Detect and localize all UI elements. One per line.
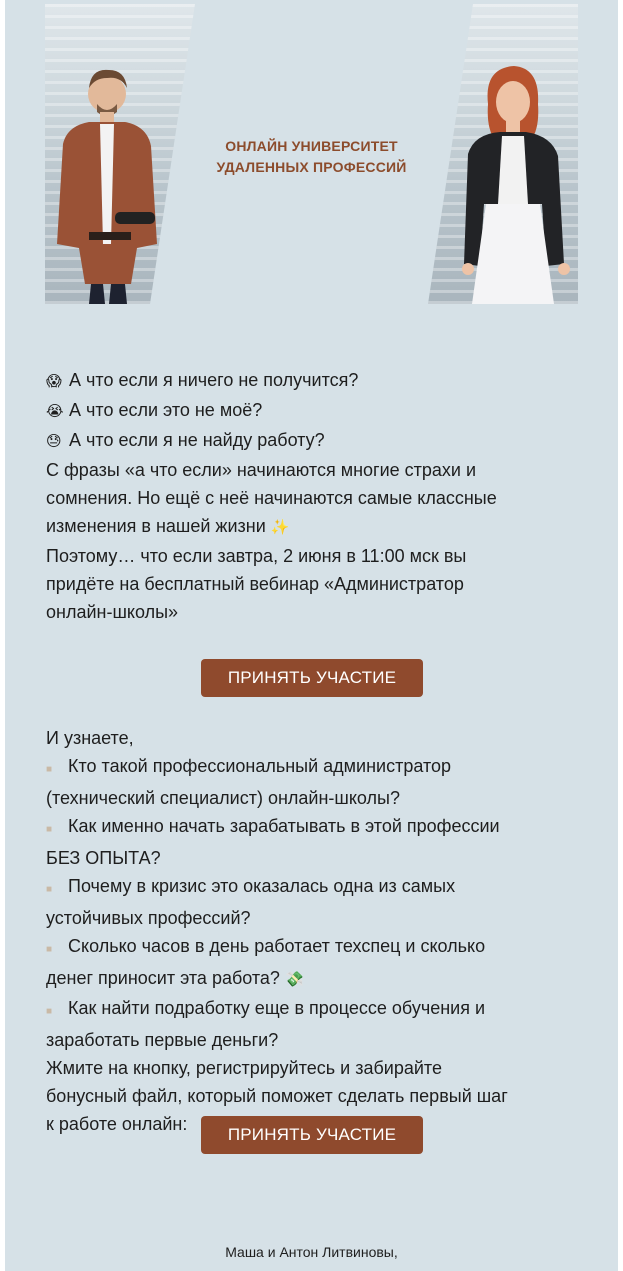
- question-3: [46, 426, 576, 456]
- hero-title-line-2: УДАЛЕННЫХ ПРОФЕССИЙ: [216, 159, 407, 175]
- question-2-text: А что если это не моё?: [69, 400, 263, 420]
- learn-item-4-line-2: денег приносит эта работа? 💸: [46, 964, 576, 994]
- paragraph-2-line-2: придёте на бесплатный вебинар «Администратор: [46, 574, 464, 594]
- paragraph-1-line-2: сомнения. Но ещё с неё начинаются самые классные: [46, 488, 497, 508]
- bullet-icon: ■: [46, 884, 53, 895]
- photo-anton: [45, 4, 195, 304]
- man-figure-illustration: [45, 4, 195, 304]
- learn-heading: И узнаете,: [46, 728, 134, 748]
- accept-participation-button-2[interactable]: ПРИНЯТЬ УЧАСТИЕ: [201, 1116, 423, 1154]
- outro-line-1: Жмите на кнопку, регистрируйтесь и забирайте: [46, 1058, 442, 1078]
- bullet-icon: ■: [46, 944, 53, 955]
- woman-figure-illustration: [428, 4, 578, 304]
- paragraph-1-line-1: С фразы «а что если» начинаются многие страхи и: [46, 460, 477, 480]
- learn-item-4-line-1: ■ Сколько часов в день работает техспец и сколько: [46, 932, 576, 964]
- hero-title-line-1: ОНЛАЙН УНИВЕРСИТЕТ: [225, 138, 398, 154]
- hero-banner: [45, 4, 578, 304]
- learn-item-3-line-2: устойчивых профессий?: [46, 908, 251, 928]
- accept-participation-button-1[interactable]: ПРИНЯТЬ УЧАСТИЕ: [201, 659, 423, 697]
- paragraph-2-line-1: Поэтому… что если завтра, 2 июня в 11:00 мск вы: [46, 546, 467, 566]
- outro-line-2: бонусный файл, который поможет сделать первый шаг: [46, 1086, 508, 1106]
- bullet-icon: ■: [46, 1006, 53, 1017]
- learn-item-1-line-1: ■ Кто такой профессиональный администратор: [46, 752, 576, 784]
- learn-item-2-line-2: БЕЗ ОПЫТА?: [46, 848, 161, 868]
- question-1-text: А что если я ничего не получится?: [69, 370, 359, 390]
- question-3-text: А что если я не найду работу?: [69, 430, 325, 450]
- photo-masha: [428, 4, 578, 304]
- question-1: [46, 366, 576, 396]
- sparkles-emoji-icon: ✨: [270, 519, 290, 536]
- learn-item-2-line-1: ■ Как именно начать зарабатывать в этой профессии: [46, 812, 576, 844]
- learn-item-3-line-1: ■ Почему в кризис это оказалась одна из самых: [46, 872, 576, 904]
- learn-item-5-line-1: ■ Как найти подработку еще в процессе обучения и: [46, 994, 576, 1026]
- learn-section: [46, 724, 576, 1138]
- paragraph-1-line-3-text: изменения в нашей жизни: [46, 516, 266, 536]
- question-2: [46, 396, 576, 426]
- sweat-emoji-icon: 😓: [46, 433, 62, 450]
- paragraph-1-line-3: [46, 512, 576, 542]
- crying-emoji-icon: 😭: [46, 403, 64, 420]
- bullet-icon: ■: [46, 824, 53, 835]
- intro-section: [46, 366, 576, 626]
- bullet-icon: ■: [46, 764, 53, 775]
- outro-line-3: к работе онлайн:: [46, 1114, 188, 1134]
- scream-emoji-icon: 😱: [46, 373, 62, 390]
- signature: Маша и Антон Литвиновы,: [225, 1244, 398, 1260]
- paragraph-2-line-3: онлайн-школы»: [46, 602, 179, 622]
- learn-item-5-line-2: заработать первые деньги?: [46, 1030, 279, 1050]
- hero-title: [195, 136, 428, 178]
- learn-item-1-line-2: (технический специалист) онлайн-школы?: [46, 788, 400, 808]
- money-wings-emoji-icon: 💸: [284, 971, 304, 988]
